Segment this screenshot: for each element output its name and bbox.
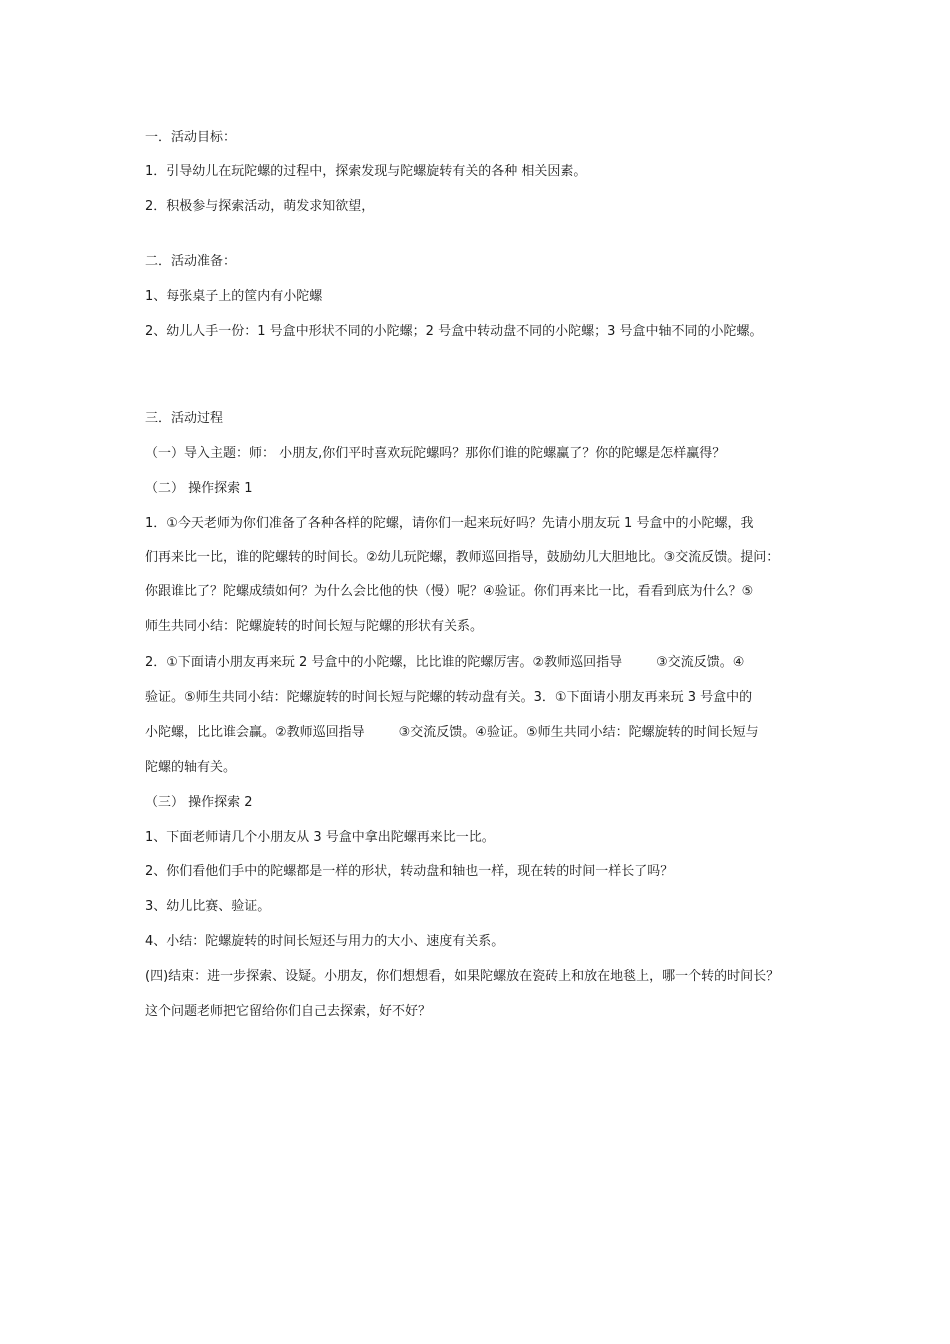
section2-heading: 二．活动准备： xyxy=(145,254,237,269)
explore-2-item-2: 2、你们看他们手中的陀螺都是一样的形状，转动盘和轴也一样，现在转的时间一样长了吗？ xyxy=(145,864,674,879)
explore-1-para2-line1-b: ③交流反馈。④ xyxy=(656,655,745,670)
explore-1-para2-line2: 验证。⑤师生共同小结：陀螺旋转的时间长短与陀螺的转动盘有关。3．①下面请小朋友再来玩 3 号盒中的 xyxy=(145,690,753,705)
goal-item-1: 1．引导幼儿在玩陀螺的过程中，探索发现与陀螺旋转有关的各种 相关因素。 xyxy=(145,164,587,179)
explore-1-heading: （二） 操作探索 1 xyxy=(145,481,253,496)
section1-heading: 一．活动目标： xyxy=(145,130,237,145)
conclusion-line-1: (四)结束：进一步探索、设疑。小朋友，你们想想看，如果陀螺放在瓷砖上和放在地毯上，哪一个转的时间长？ xyxy=(145,969,780,984)
intro-paragraph: （一）导入主题：师： 小朋友,你们平时喜欢玩陀螺吗？那你们谁的陀螺赢了？你的陀螺是怎样赢得？ xyxy=(145,446,726,461)
explore-2-heading: （三） 操作探索 2 xyxy=(145,795,253,810)
explore-2-item-1: 1、下面老师请几个小朋友从 3 号盒中拿出陀螺再来比一比。 xyxy=(145,830,495,845)
goal-item-2: 2．积极参与探索活动，萌发求知欲望， xyxy=(145,199,375,214)
explore-1-para2-line3 xyxy=(145,725,759,741)
prep-item-2: 2、幼儿人手一份：1 号盒中形状不同的小陀螺；2 号盒中转动盘不同的小陀螺；3 号盒中轴不同的小陀螺。 xyxy=(145,324,763,339)
explore-1-para1-line3: 你跟谁比了？陀螺成绩如何？为什么会比他的快（慢）呢？④验证。你们再来比一比，看看到底为什么？⑤ xyxy=(145,584,754,599)
explore-2-item-3: 3、幼儿比赛、验证。 xyxy=(145,899,271,914)
explore-2-item-4: 4、小结：陀螺旋转的时间长短还与用力的大小、速度有关系。 xyxy=(145,934,505,949)
conclusion-line-2: 这个问题老师把它留给你们自己去探索，好不好？ xyxy=(145,1004,432,1019)
explore-1-para1-line2: 们再来比一比，谁的陀螺转的时间长。②幼儿玩陀螺，教师巡回指导，鼓励幼儿大胆地比。③交流反馈。提问： xyxy=(145,550,780,565)
explore-1-para1-line1: 1．①今天老师为你们准备了各种各样的陀螺，请你们一起来玩好吗？先请小朋友玩 1 号盒中的小陀螺，我 xyxy=(145,516,754,531)
explore-1-para1-line4: 师生共同小结：陀螺旋转的时间长短与陀螺的形状有关系。 xyxy=(145,619,484,634)
prep-item-1: 1、每张桌子上的筐内有小陀螺 xyxy=(145,289,323,304)
explore-1-para2-line1 xyxy=(145,655,744,671)
section3-heading: 三．活动过程 xyxy=(145,411,224,426)
explore-1-para2-line1-a: 2．①下面请小朋友再来玩 2 号盒中的小陀螺，比比谁的陀螺厉害。②教师巡回指导 xyxy=(145,655,623,670)
explore-1-para2-line4: 陀螺的轴有关。 xyxy=(145,760,237,775)
explore-1-para2-line3-a: 小陀螺，比比谁会赢。②教师巡回指导 xyxy=(145,725,365,740)
explore-1-para2-line3-b: ③交流反馈。④验证。⑤师生共同小结：陀螺旋转的时间长短与 xyxy=(398,725,759,740)
